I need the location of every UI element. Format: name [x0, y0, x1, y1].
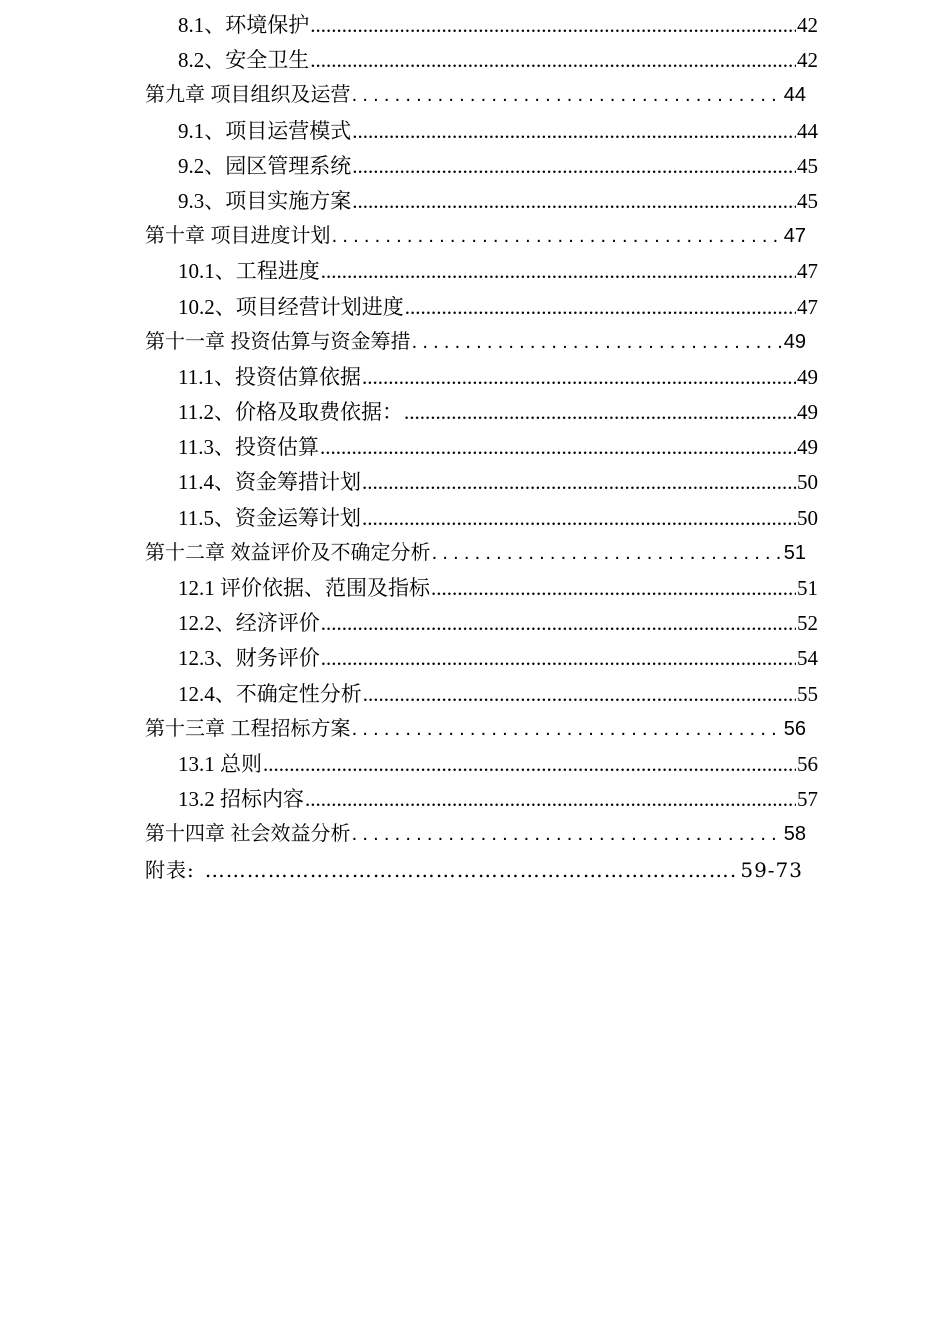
- toc-chapter-label: 第十三章 工程招标方案: [145, 717, 351, 740]
- toc-page-number: 57: [797, 787, 818, 812]
- toc-dot-leader: [352, 817, 783, 852]
- toc-entry-label: 11.3、投资估算: [178, 435, 319, 460]
- toc-page-number: 51: [797, 576, 818, 600]
- toc-chapter-label: 第十四章 社会效益分析: [145, 823, 351, 846]
- toc-entry-label: 10.1、工程进度: [178, 259, 320, 284]
- toc-chapter-label: 第十章 项目进度计划: [145, 225, 331, 248]
- toc-entry[interactable]: [0, 641, 818, 676]
- toc-dot-leader: [332, 219, 783, 254]
- toc-page-number: 50: [797, 505, 818, 530]
- toc-entry[interactable]: [0, 290, 818, 325]
- toc-dot-leader: [431, 571, 796, 606]
- toc-entry-label: 9.2、园区管理系统: [178, 153, 352, 178]
- toc-ellipsis-leader: [205, 853, 739, 888]
- toc-entry-label: 12.2、经济评价: [178, 611, 320, 636]
- toc-page-number: 45: [797, 153, 818, 178]
- toc-page-number: 51: [783, 541, 806, 564]
- toc-entry[interactable]: [0, 360, 818, 395]
- toc-chapter-entry[interactable]: [0, 817, 806, 852]
- toc-entry[interactable]: [0, 395, 818, 430]
- toc-entry[interactable]: [0, 465, 818, 500]
- toc-dot-leader: [352, 114, 796, 149]
- toc-entry[interactable]: [0, 114, 818, 149]
- toc-entry-label: 13.1 总则: [178, 751, 262, 776]
- toc-entry[interactable]: [0, 606, 818, 641]
- toc-entry[interactable]: [0, 501, 818, 536]
- toc-entry-label: 13.2 招标内容: [178, 787, 304, 812]
- toc-entry-label: 12.1 评价依据、范围及指标: [178, 576, 430, 600]
- toc-dot-leader: [362, 501, 796, 536]
- toc-chapter-entry[interactable]: [0, 219, 806, 254]
- toc-entry-label: 11.1、投资估算依据: [178, 364, 361, 389]
- toc-page-range: 59-73: [740, 857, 803, 882]
- toc-page-number: 47: [797, 259, 818, 284]
- toc-page-number: 50: [797, 470, 818, 495]
- toc-entry-label: 11.5、资金运筹计划: [178, 505, 361, 530]
- toc-entry-label: 11.2、价格及取费依据：: [178, 400, 403, 425]
- toc-chapter-label: 第十一章 投资估算与资金筹措: [145, 330, 411, 353]
- toc-page-number: 54: [797, 646, 818, 671]
- toc-dot-leader: [305, 782, 796, 817]
- toc-entry-label: 10.2、项目经营计划进度: [178, 294, 404, 319]
- toc-dot-leader: [321, 254, 796, 289]
- toc-entry[interactable]: [0, 8, 818, 43]
- toc-entry-label: 12.4、不确定性分析: [178, 681, 362, 706]
- toc-dot-leader: [363, 677, 796, 712]
- toc-entry[interactable]: [0, 149, 818, 184]
- toc-page-number: 44: [783, 84, 806, 107]
- toc-dot-leader: [310, 43, 796, 78]
- table-of-contents: [0, 8, 950, 888]
- toc-page-number: 55: [797, 681, 818, 706]
- toc-page-number: 44: [797, 118, 818, 143]
- toc-page-number: 47: [797, 294, 818, 319]
- toc-entry[interactable]: [0, 782, 818, 817]
- toc-chapter-label: 第十二章 效益评价及不确定分析: [145, 541, 431, 564]
- toc-page-number: 56: [797, 751, 818, 776]
- toc-entry-label: 8.1、环境保护: [178, 13, 310, 37]
- toc-dot-leader: [352, 78, 783, 113]
- toc-page-number: 47: [783, 225, 806, 248]
- toc-entry-label: 11.4、资金筹措计划: [178, 470, 361, 495]
- toc-entry[interactable]: [0, 430, 818, 465]
- toc-dot-leader: [412, 325, 783, 360]
- toc-dot-leader: [405, 290, 796, 325]
- toc-dot-leader: [432, 536, 783, 571]
- toc-dot-leader: [362, 465, 796, 500]
- toc-page-number: 42: [797, 48, 818, 73]
- toc-entry-label: 8.2、安全卫生: [178, 48, 310, 73]
- toc-entry[interactable]: [0, 254, 818, 289]
- toc-dot-leader: [263, 747, 796, 782]
- toc-page-number: 49: [797, 364, 818, 389]
- toc-page-number: 56: [783, 717, 806, 740]
- toc-dot-leader: [321, 606, 796, 641]
- toc-chapter-entry[interactable]: [0, 712, 806, 747]
- toc-entry[interactable]: [0, 43, 818, 78]
- toc-page-number: 52: [797, 611, 818, 636]
- toc-dot-leader: [404, 395, 796, 430]
- toc-entry[interactable]: [0, 184, 818, 219]
- toc-page-number: 42: [797, 13, 818, 37]
- toc-chapter-label: 第九章 项目组织及运营: [145, 84, 351, 107]
- toc-page-number: 49: [797, 400, 818, 425]
- toc-dot-leader: [362, 360, 796, 395]
- toc-dot-leader: [352, 184, 796, 219]
- toc-page-number: 58: [783, 823, 806, 846]
- toc-entry-label: 12.3、财务评价: [178, 646, 320, 671]
- toc-chapter-entry[interactable]: [0, 536, 806, 571]
- toc-appendix-label: 附表:: [145, 857, 195, 882]
- toc-chapter-entry[interactable]: [0, 325, 806, 360]
- toc-entry[interactable]: [0, 677, 818, 712]
- toc-entry[interactable]: [0, 571, 818, 606]
- toc-dot-leader: [310, 8, 796, 43]
- toc-entry[interactable]: [0, 747, 818, 782]
- toc-page-number: 49: [783, 330, 806, 353]
- toc-entry-label: 9.1、项目运营模式: [178, 118, 352, 143]
- toc-dot-leader: [321, 641, 796, 676]
- toc-page-number: 45: [797, 188, 818, 213]
- toc-dot-leader: [352, 149, 796, 184]
- toc-entry-label: 9.3、项目实施方案: [178, 188, 352, 213]
- toc-appendix-entry[interactable]: [0, 853, 803, 888]
- toc-chapter-entry[interactable]: [0, 78, 806, 113]
- toc-dot-leader: [320, 430, 796, 465]
- toc-page-number: 49: [797, 435, 818, 460]
- toc-dot-leader: [352, 712, 783, 747]
